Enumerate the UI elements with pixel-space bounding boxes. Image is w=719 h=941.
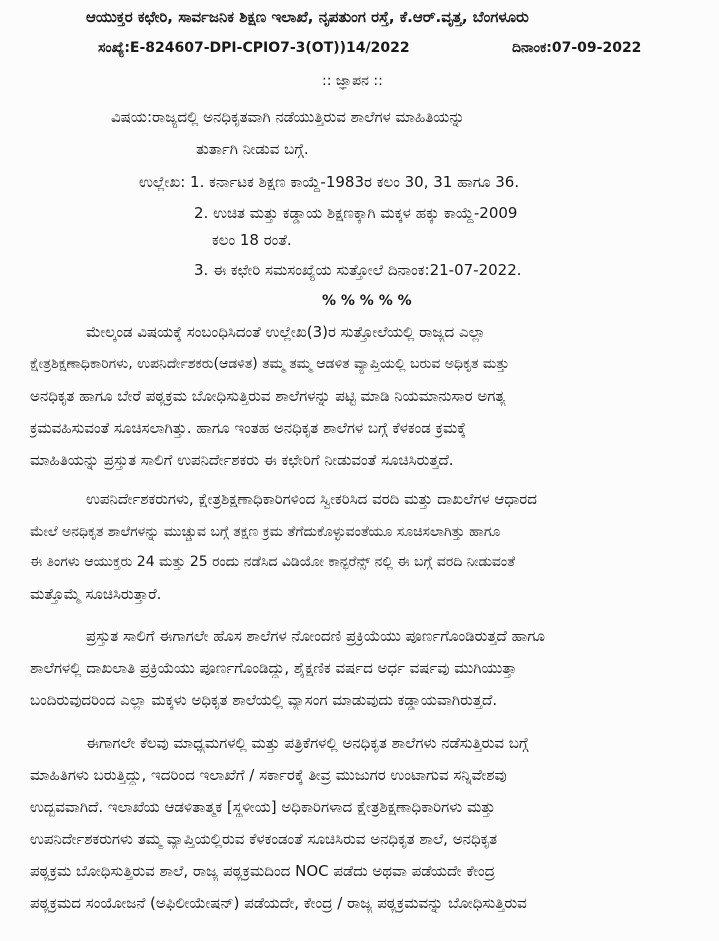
notice-title: :: ಜ್ಞಾಪನ :: [322, 73, 383, 89]
reference-1: ಉಲ್ಲೇಖ: 1. ಕರ್ನಾಟಕ ಶಿಕ್ಷಣ ಕಾಯ್ದೆ-1983ರ ಕಲಂ 30, 31 ಹಾಗೂ 36. [139, 173, 520, 191]
paragraph-2-line: ಮತ್ತೊಮ್ಮೆ ಸೂಚಿಸಿರುತ್ತಾರೆ. [30, 585, 162, 603]
paragraph-4-line: ಪಠ್ಯಕ್ರಮ ಬೋಧಿಸುತ್ತಿರುವ ಶಾಲೆ, ರಾಜ್ಯ ಪಠ್ಯಕ್ರಮದಿಂದ NOC ಪಡೆದು ಅಥವಾ ಪಡೆಯದೇ ಕೇಂದ್ರ [30, 862, 496, 880]
paragraph-1-line: ಮಾಹಿತಿಯನ್ನು ಪ್ರಸ್ತುತ ಸಾಲಿಗೆ ಉಪನಿರ್ದೇಶಕರು ಈ ಕಛೇರಿಗೆ ನೀಡುವಂತೆ ಸೂಚಿಸಿರುತ್ತದೆ. [30, 451, 454, 469]
subject-line-1: ವಿಷಯ:ರಾಜ್ಯದಲ್ಲಿ ಅನಧಿಕೃತವಾಗಿ ನಡೆಯುತ್ತಿರುವ ಶಾಲೆಗಳ ಮಾಹಿತಿಯನ್ನು [111, 108, 465, 126]
paragraph-3-line: ಪ್ರಸ್ತುತ ಸಾಲಿಗೆ ಈಗಾಗಲೇ ಹೊಸ ಶಾಲೆಗಳ ನೋಂದಣಿ ಪ್ರಕ್ರಿಯೆಯು ಪೂರ್ಣಗೊಂಡಿರುತ್ತದೆ ಹಾಗೂ [86, 627, 545, 645]
paragraph-1-line: ಕ್ರಮವಹಿಸುವಂತೆ ಸೂಚಿಸಲಾಗಿತ್ತು. ಹಾಗೂ ಇಂತಹ ಅನಧಿಕೃತ ಶಾಲೆಗಳ ಬಗ್ಗೆ ಕೆಳಕಂಡ ಕ್ರಮಕ್ಕೆ [30, 419, 467, 437]
paragraph-1-line: ಮೇಲ್ಕಂಡ ವಿಷಯಕ್ಕೆ ಸಂಬಂಧಿಸಿದಂತೆ ಉಲ್ಲೇಖ(3)ರ ಸುತ್ತೋಲೆಯಲ್ಲಿ ರಾಜ್ಯದ ಎಲ್ಲಾ [86, 323, 486, 341]
paragraph-4-line: ಪಠ್ಯಕ್ರಮದ ಸಂಯೋಜನೆ (ಅಫಿಲೀಯೇಷನ್) ಪಡೆಯದೇ, ಕೇಂದ್ರ / ರಾಜ್ಯ ಪಠ್ಯಕ್ರಮವನ್ನು ಬೋಧಿಸುತ್ತಿರುವ [30, 894, 527, 912]
document-date: ದಿನಾಂಕ:07-09-2022 [512, 40, 642, 56]
paragraph-3-line: ಶಾಲೆಗಳಲ್ಲಿ ದಾಖಲಾತಿ ಪ್ರಕ್ರಿಯೆಯು ಪೂರ್ಣಗೊಂಡಿದ್ದು, ಶೈಕ್ಷಣಿಕ ವರ್ಷದ ಅರ್ಧ ವರ್ಷವು ಮುಗಿಯುತ್ತಾ [30, 659, 517, 677]
subject-line-2: ತುರ್ತಾಗಿ ನೀಡುವ ಬಗ್ಗೆ. [196, 140, 309, 158]
office-header: ಆಯುಕ್ತರ ಕಛೇರಿ, ಸಾರ್ವಜನಿಕ ಶಿಕ್ಷಣ ಇಲಾಖೆ, ನೃಪತುಂಗ ರಸ್ತೆ, ಕೆ.ಆರ್.ವೃತ್ತ, ಬೆಂಗಳೂರು [86, 8, 529, 26]
paragraph-4-line: ಉದ್ಭವವಾಗಿದೆ. ಇಲಾಖೆಯ ಆಡಳಿತಾತ್ಮಕ [ಸ್ಥಳೀಯ] ಅಧಿಕಾರಿಗಳಾದ ಕ್ಷೇತ್ರಶಿಕ್ಷಣಾಧಿಕಾರಿಗಳು ಮತ್ತು [30, 798, 496, 816]
reference-number: ಸಂಖ್ಯೆ:E-824607-DPI-CPIO7-3(OT))14/2022 [98, 40, 410, 56]
reference-2-cont: ಕಲಂ 18 ರಂತೆ. [212, 231, 292, 249]
paragraph-2-line: ಉಪನಿರ್ದೇಶಕರುಗಳು, ಕ್ಷೇತ್ರಶಿಕ್ಷಣಾಧಿಕಾರಿಗಳಿಂದ ಸ್ವೀಕರಿಸಿದ ವರದಿ ಮತ್ತು ದಾಖಲೆಗಳ ಆಧಾರದ [86, 490, 537, 508]
paragraph-2-line: ಮೇಲೆ ಅನಧಿಕೃತ ಶಾಲೆಗಳನ್ನು ಮುಚ್ಚುವ ಬಗ್ಗೆ ತಕ್ಷಣ ಕ್ರಮ ತೆಗೆದುಕೊಳ್ಳುವಂತೆಯೂ ಸೂಚಿಸಲಾಗಿತ್ತು ಹಾಗೂ [30, 524, 501, 540]
paragraph-2-line: ಈ ತಿಂಗಳು ಆಯುಕ್ತರು 24 ಮತ್ತು 25 ರಂದು ನಡೆಸಿದ ವಿಡಿಯೋ ಕಾನ್ಫರೆನ್ಸ್ ನಲ್ಲಿ ಈ ಬಗ್ಗೆ ವರದಿ ನೀಡುವಂತೆ [30, 554, 516, 570]
reference-3: 3. ಈ ಕಛೇರಿ ಸಮಸಂಖ್ಯೆಯ ಸುತ್ತೋಲೆ ದಿನಾಂಕ:21-07-2022. [194, 261, 522, 279]
paragraph-4-line: ಮಾಹಿತಿಗಳು ಬರುತ್ತಿದ್ದು, ಇದರಿಂದ ಇಲಾಖೆಗೆ / ಸರ್ಕಾರಕ್ಕೆ ತೀವ್ರ ಮುಜುಗರ ಉಂಟಾಗುವ ಸನ್ನಿವೇಶವು [30, 766, 507, 784]
paragraph-1-line: ಕ್ಷೇತ್ರಶಿಕ್ಷಣಾಧಿಕಾರಿಗಳು, ಉಪನಿರ್ದೇಶಕರು(ಆಡಳಿತ) ತಮ್ಮ ತಮ್ಮ ಆಡಳಿತ ವ್ಯಾಪ್ತಿಯಲ್ಲಿ ಬರುವ ಅಧಿಕೃತ ಮತ್ತು [30, 356, 510, 372]
paragraph-4-line: ಈಗಾಗಲೇ ಕೆಲವು ಮಾಧ್ಯಮಗಳಲ್ಲಿ ಮತ್ತು ಪತ್ರಿಕೆಗಳಲ್ಲಿ ಅನಧಿಕೃತ ಶಾಲೆಗಳು ನಡೆಸುತ್ತಿರುವ ಬಗ್ಗೆ [86, 734, 529, 752]
separator: % % % % % [322, 293, 412, 309]
paragraph-3-line: ಬಂದಿರುವುದರಿಂದ ಎಲ್ಲಾ ಮಕ್ಕಳು ಅಧಿಕೃತ ಶಾಲೆಯಲ್ಲಿ ವ್ಯಾಸಂಗ ಮಾಡುವುದು ಕಡ್ಡಾಯವಾಗಿರುತ್ತದೆ. [30, 691, 498, 709]
reference-2: 2. ಉಚಿತ ಮತ್ತು ಕಡ್ಡಾಯ ಶಿಕ್ಷಣಕ್ಕಾಗಿ ಮಕ್ಕಳ ಹಕ್ಕು ಕಾಯ್ದೆ-2009 [194, 204, 518, 222]
paragraph-1-line: ಅನಧಿಕೃತ ಹಾಗೂ ಬೇರೆ ಪಠ್ಯಕ್ರಮ ಬೋಧಿಸುತ್ತಿರುವ ಶಾಲೆಗಳನ್ನು ಪಟ್ಟಿ ಮಾಡಿ ನಿಯಮಾನುಸಾರ ಅಗತ್ಯ [30, 387, 506, 405]
paragraph-4-line: ಉಪನಿರ್ದೇಶಕರುಗಳು ತಮ್ಮ ವ್ಯಾಪ್ತಿಯಲ್ಲಿರುವ ಕೆಳಕಂಡಂತೆ ಸೂಚಿಸಿರುವ ಅನಧಿಕೃತ ಶಾಲೆ, ಅನಧಿಕೃತ [30, 830, 498, 848]
